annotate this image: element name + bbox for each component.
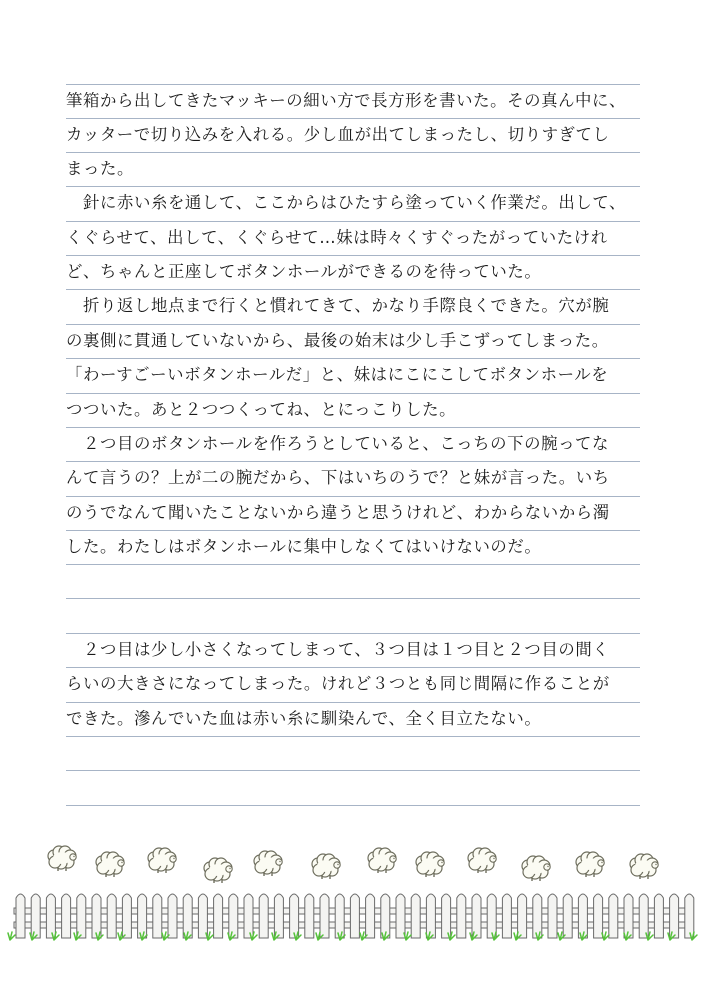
text-line: ど、ちゃんと正座してボタンホールができるのを待っていた。 <box>66 262 542 281</box>
text-line: した。わたしはボタンホールに集中しなくてはいけないのだ。 <box>66 537 542 556</box>
text-line: のうでなんて聞いたことないから違うと思うけれど、わからないから濁 <box>66 503 610 522</box>
ruled-line <box>66 152 640 153</box>
ruled-line <box>66 530 640 531</box>
text-line: 筆箱から出してきたマッキーの細い方で長方形を書いた。その真ん中に、 <box>66 91 627 110</box>
text-line: ２つ目は少し小さくなってしまって、３つ目は１つ目と２つ目の間く <box>66 640 610 659</box>
ruled-line <box>66 736 640 737</box>
ruled-line <box>66 770 640 771</box>
ruled-line <box>66 633 640 634</box>
sheep-icon <box>576 852 604 877</box>
sheep-fence-illustration <box>0 830 707 1000</box>
text-line: できた。滲んでいた血は赤い糸に馴染んで、全く目立たない。 <box>66 709 542 728</box>
sheep-icon <box>254 851 282 876</box>
sheep-icon <box>630 854 658 879</box>
text-line: くぐらせて、出して、くぐらせて…妹は時々くすぐったがっていたけれ <box>66 228 608 247</box>
ruled-line <box>66 324 640 325</box>
picket-fence-icon <box>14 894 694 938</box>
ruled-line <box>66 221 640 222</box>
ruled-line <box>66 496 640 497</box>
text-line: んて言うの？上が二の腕だから、下はいちのうで？と妹が言った。いち <box>66 468 610 487</box>
ruled-line <box>66 667 640 668</box>
ruled-line <box>66 427 640 428</box>
ruled-line <box>66 702 640 703</box>
ruled-line <box>66 186 640 187</box>
sheep-icon <box>522 856 550 881</box>
text-line: の裏側に貫通していないから、最後の始末は少し手こずってしまった。 <box>66 331 609 350</box>
ruled-line <box>66 564 640 565</box>
text-line: 折り返し地点まで行くと慣れてきて、かなり手際良くできた。穴が腕 <box>66 296 610 315</box>
ruled-line <box>66 358 640 359</box>
sheep-icon <box>468 848 496 873</box>
ruled-line <box>66 598 640 599</box>
sheep-icon <box>204 858 232 883</box>
sheep-icon <box>368 848 396 873</box>
text-line: 「わーすごーいボタンホールだ」と、妹はにこにこしてボタンホールを <box>66 365 609 384</box>
ruled-line <box>66 289 640 290</box>
sheep-icon <box>48 846 76 871</box>
ruled-line <box>66 255 640 256</box>
ruled-line <box>66 393 640 394</box>
sheep-icon <box>416 852 444 877</box>
sheep-icon <box>96 852 124 877</box>
text-line: カッターで切り込みを入れる。少し血が出てしまったし、切りすぎてし <box>66 125 610 144</box>
text-line: まった。 <box>66 159 134 178</box>
ruled-line <box>66 461 640 462</box>
ruled-line <box>66 84 640 85</box>
sheep-icon <box>312 854 340 879</box>
ruled-line <box>66 118 640 119</box>
text-line: らいの大きさになってしまった。けれど３つとも同じ間隔に作ることが <box>66 674 610 693</box>
sheep-icon <box>148 848 176 873</box>
text-line: ２つ目のボタンホールを作ろうとしていると、こっちの下の腕ってな <box>66 434 610 453</box>
ruled-line <box>66 805 640 806</box>
text-line: つついた。あと２つつくってね、とにっこりした。 <box>66 400 457 419</box>
text-line: 針に赤い糸を通して、ここからはひたすら塗っていく作業だ。出して、 <box>66 193 627 212</box>
